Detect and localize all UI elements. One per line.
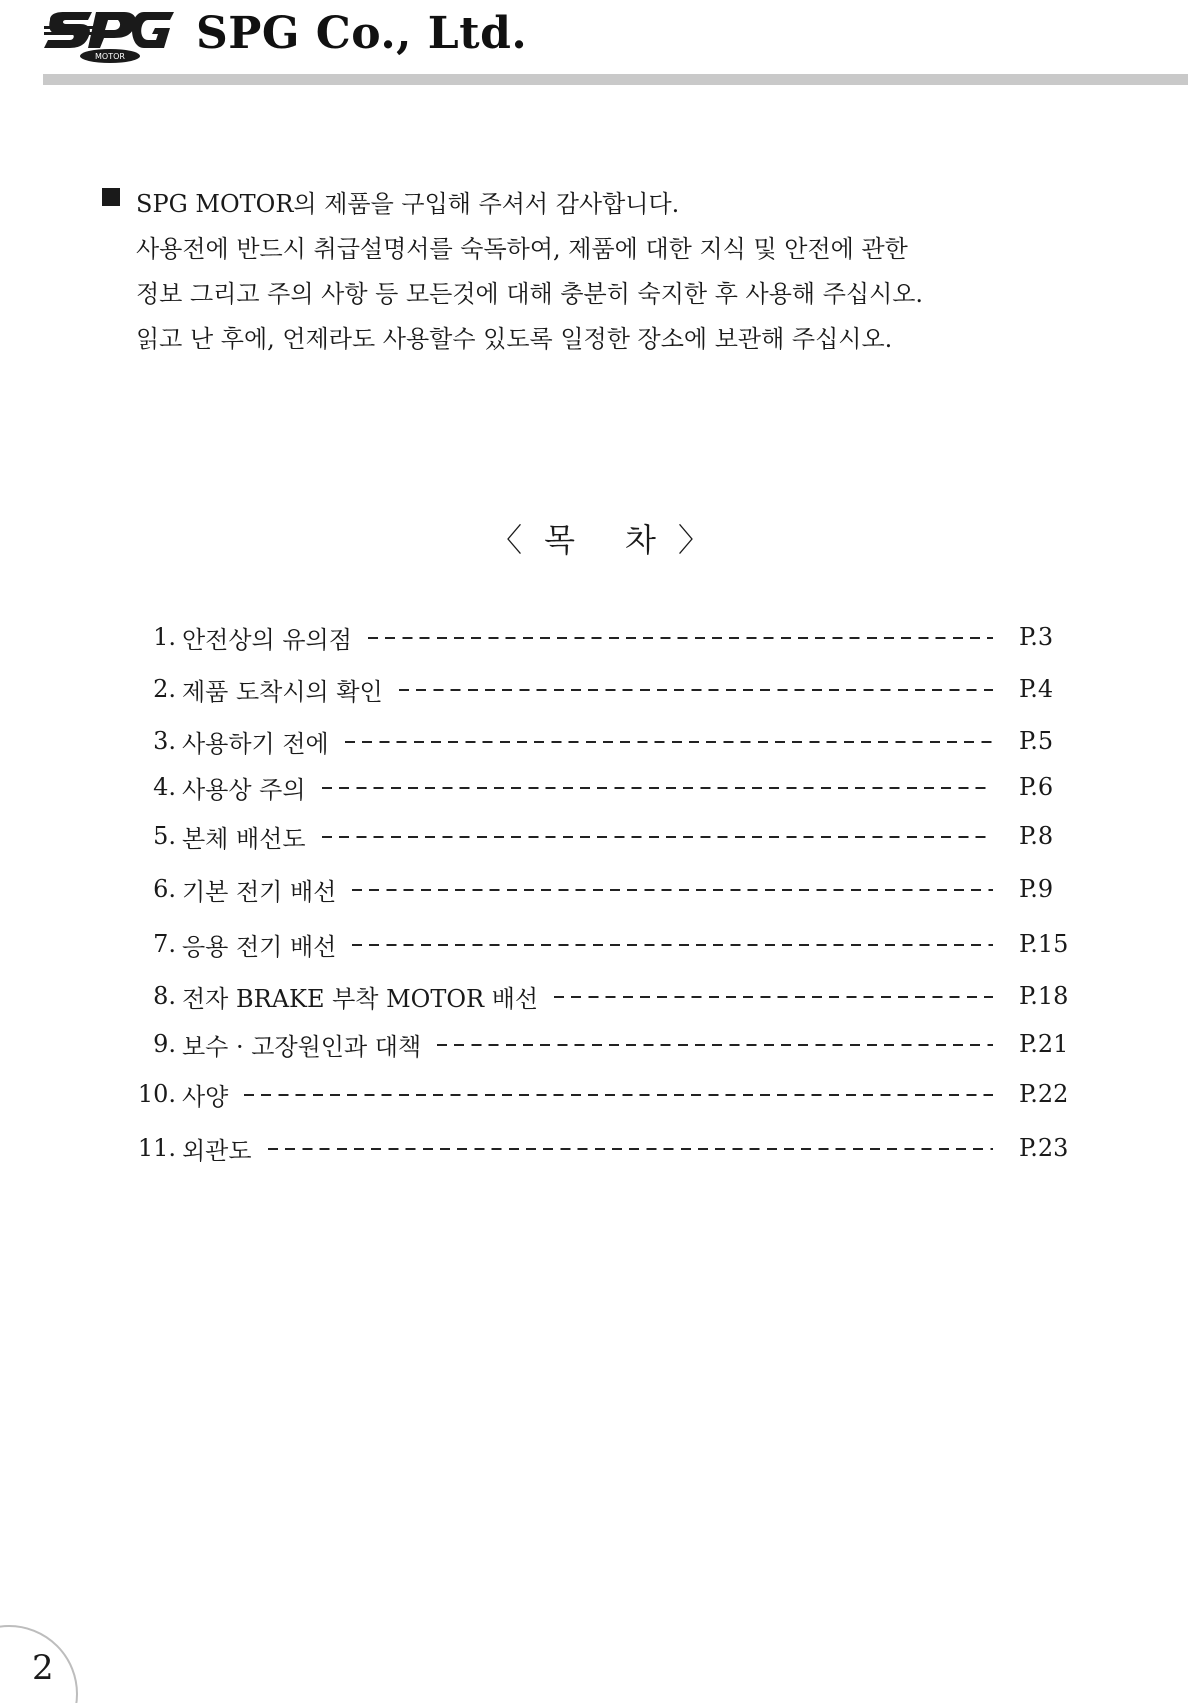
toc-item-number: 2. <box>153 675 176 703</box>
toc-leader <box>322 787 993 789</box>
toc-item-label: 응용 전기 배선 <box>182 932 337 961</box>
toc-title-char: 목 <box>544 521 575 559</box>
toc-item[interactable] <box>130 925 1095 963</box>
toc-item-page: P.3 <box>1019 623 1054 651</box>
toc-item-label: 외관도 <box>182 1136 252 1165</box>
toc-item[interactable] <box>130 870 1095 908</box>
toc-leader <box>322 836 993 838</box>
toc-item-number: 10. <box>137 1080 176 1108</box>
toc-item-number: 4. <box>153 773 176 801</box>
page-header <box>0 0 1200 80</box>
page-number: 2 <box>32 1648 54 1688</box>
toc-item[interactable] <box>130 1075 1095 1113</box>
toc-item-number: 3. <box>153 727 176 755</box>
toc-leader <box>554 996 993 998</box>
spg-motor-logo <box>44 10 176 64</box>
toc-item-page: P.15 <box>1019 930 1069 958</box>
intro-text <box>136 182 1096 362</box>
toc-leader <box>399 689 993 691</box>
toc-title <box>0 515 1200 561</box>
intro-line: 정보 그리고 주의 사항 등 모든것에 대해 충분히 숙지한 후 사용해 주십시오. <box>136 280 924 308</box>
company-name: SPG Co., Ltd. <box>196 8 528 59</box>
intro-line: SPG MOTOR의 제품을 구입해 주셔서 감사합니다. <box>136 190 680 218</box>
logo-subtext: MOTOR <box>95 52 125 61</box>
toc-item[interactable] <box>130 1129 1095 1167</box>
toc-item-label: 사용하기 전에 <box>182 729 329 758</box>
toc-item-number: 11. <box>137 1134 176 1162</box>
toc-item-label: 안전상의 유의점 <box>182 625 352 654</box>
toc-item[interactable] <box>130 817 1095 855</box>
toc-item[interactable] <box>130 618 1095 656</box>
intro-line: 사용전에 반드시 취급설명서를 숙독하여, 제품에 대한 지식 및 안전에 관한 <box>136 235 908 263</box>
toc-item-label: 보수 · 고장원인과 대책 <box>182 1032 422 1061</box>
toc-item[interactable] <box>130 670 1095 708</box>
toc-item-page: P.8 <box>1019 822 1054 850</box>
toc-item-label: 본체 배선도 <box>182 824 306 853</box>
toc-leader <box>368 637 993 639</box>
toc-item-page: P.9 <box>1019 875 1054 903</box>
toc-item-page: P.21 <box>1019 1030 1069 1058</box>
toc-title-char: 차 <box>625 521 656 559</box>
toc-leader <box>244 1094 993 1096</box>
toc-item-page: P.4 <box>1019 675 1054 703</box>
toc-item-number: 6. <box>153 875 176 903</box>
toc-item-label: 사양 <box>182 1082 229 1111</box>
toc-item-page: P.6 <box>1019 773 1054 801</box>
toc-item[interactable] <box>130 1025 1095 1063</box>
toc-item[interactable] <box>130 977 1095 1015</box>
toc-leader <box>268 1148 993 1150</box>
toc-leader <box>345 741 993 743</box>
toc-item-label: 사용상 주의 <box>182 775 306 804</box>
toc-item-number: 7. <box>153 930 176 958</box>
header-divider <box>43 74 1188 85</box>
toc-item-page: P.22 <box>1019 1080 1069 1108</box>
toc-item-number: 1. <box>153 623 176 651</box>
toc-leader <box>352 944 993 946</box>
toc-leader <box>352 889 993 891</box>
intro-line: 읽고 난 후에, 언제라도 사용할수 있도록 일정한 장소에 보관해 주십시오. <box>136 325 893 353</box>
toc-item-label: 전자 BRAKE 부착 MOTOR 배선 <box>182 984 539 1013</box>
toc-item-page: P.23 <box>1019 1134 1069 1162</box>
toc-item-number: 8. <box>153 982 176 1010</box>
toc-title-close-bracket: 〉 <box>677 521 710 559</box>
square-bullet-icon <box>102 188 120 206</box>
toc-leader <box>437 1044 993 1046</box>
toc-item[interactable] <box>130 722 1095 760</box>
toc-item-page: P.18 <box>1019 982 1069 1010</box>
toc-item-number: 5. <box>153 822 176 850</box>
toc-item-label: 제품 도착시의 확인 <box>182 677 383 706</box>
toc-item-number: 9. <box>153 1030 176 1058</box>
toc-item-page: P.5 <box>1019 727 1054 755</box>
toc-title-open-bracket: 〈 <box>490 521 523 559</box>
toc-item[interactable] <box>130 768 1095 806</box>
toc-item-label: 기본 전기 배선 <box>182 877 337 906</box>
